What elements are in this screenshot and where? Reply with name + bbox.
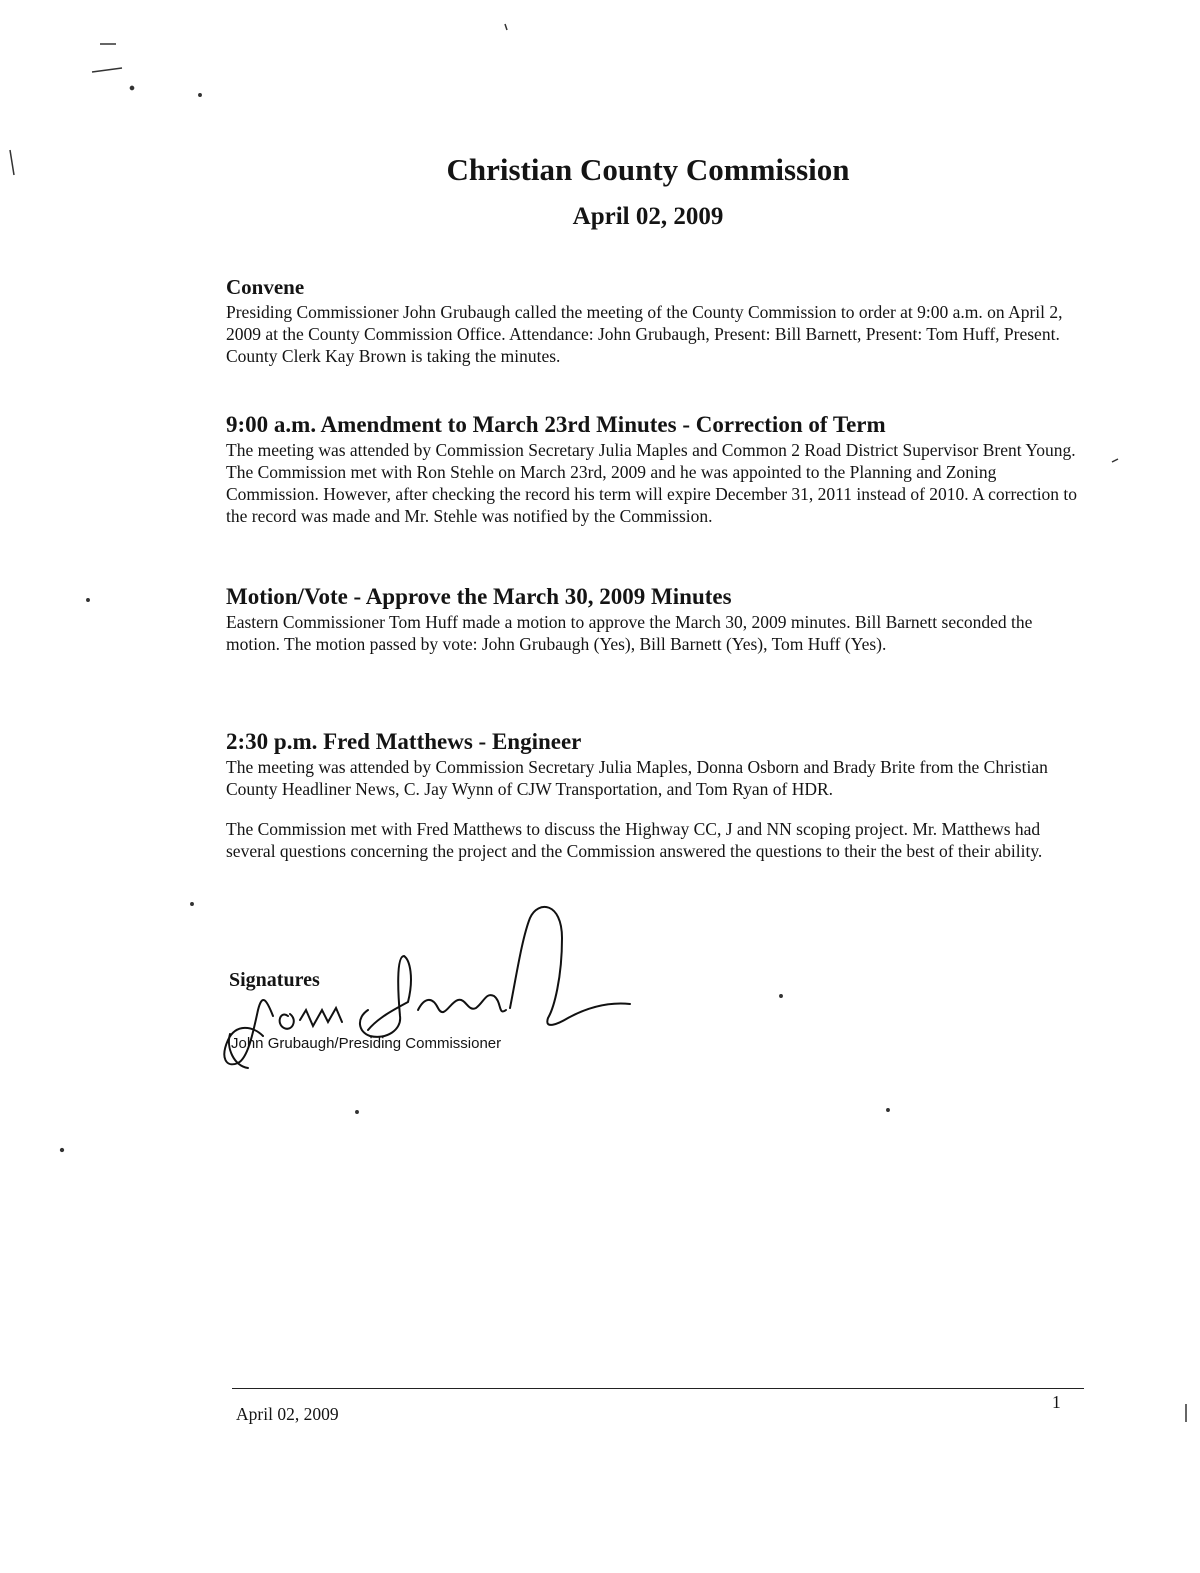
section-engineer-meeting: [226, 730, 1082, 862]
section-paragraph: The meeting was attended by Commission Secretary Julia Maples, Donna Osborn and Brady Brite from the Christian County Headliner News, C. Jay Wynn of CJW Transportation, and Tom Ryan of HDR.: [226, 757, 1048, 799]
section-paragraph: The Commission met with Fred Matthews to discuss the Highway CC, J and NN scoping project. Mr. Matthews had several questions concerning the project and the Commission answered the questions to their the best of their ability.: [226, 819, 1043, 861]
handwritten-signature: [218, 898, 638, 1088]
section-paragraph: The meeting was attended by Commission Secretary Julia Maples and Common 2 Road District Supervisor Brent Young. The Commission met with Ron Stehle on March 23rd, 2009 and he was appointed to the Planning and Zoning Commission. However, after checking the record his term will expire December 31, 2011 instead of 2010. A correction to the record was made and Mr. Stehle was notified by the Commission.: [226, 440, 1078, 526]
section-amendment: [226, 413, 1082, 527]
section-heading: 9:00 a.m. Amendment to March 23rd Minutes - Correction of Term: [226, 412, 886, 437]
signatures-label: Signatures: [229, 969, 320, 991]
section-paragraph: Eastern Commissioner Tom Huff made a motion to approve the March 30, 2009 minutes. Bill Barnett seconded the motion. The motion passed by vote: John Grubaugh (Yes), Bill Barnett (Yes), Tom Huff (Yes).: [226, 612, 1033, 654]
section-paragraph: Presiding Commissioner John Grubaugh called the meeting of the County Commission to order at 9:00 a.m. on April 2, 2009 at the County Commission Office. Attendance: John Grubaugh, Present: Bill Barnett, Present: Tom Huff, Present. County Clerk Kay Brown is taking the minutes.: [226, 302, 1063, 366]
document-title: Christian County Commission: [446, 152, 850, 187]
section-convene: [226, 275, 1082, 367]
section-motion-vote: [226, 585, 1082, 655]
section-heading: Motion/Vote - Approve the March 30, 2009 Minutes: [226, 584, 732, 609]
signature-caption: John Grubaugh/Presiding Commissioner: [231, 1035, 502, 1052]
document-date: April 02, 2009: [572, 203, 724, 230]
footer-rule: [232, 1388, 1084, 1389]
footer-date: April 02, 2009: [236, 1404, 339, 1424]
section-heading: 2:30 p.m. Fred Matthews - Engineer: [226, 729, 582, 754]
page-number: 1: [1052, 1392, 1061, 1412]
section-heading: Convene: [226, 275, 305, 299]
